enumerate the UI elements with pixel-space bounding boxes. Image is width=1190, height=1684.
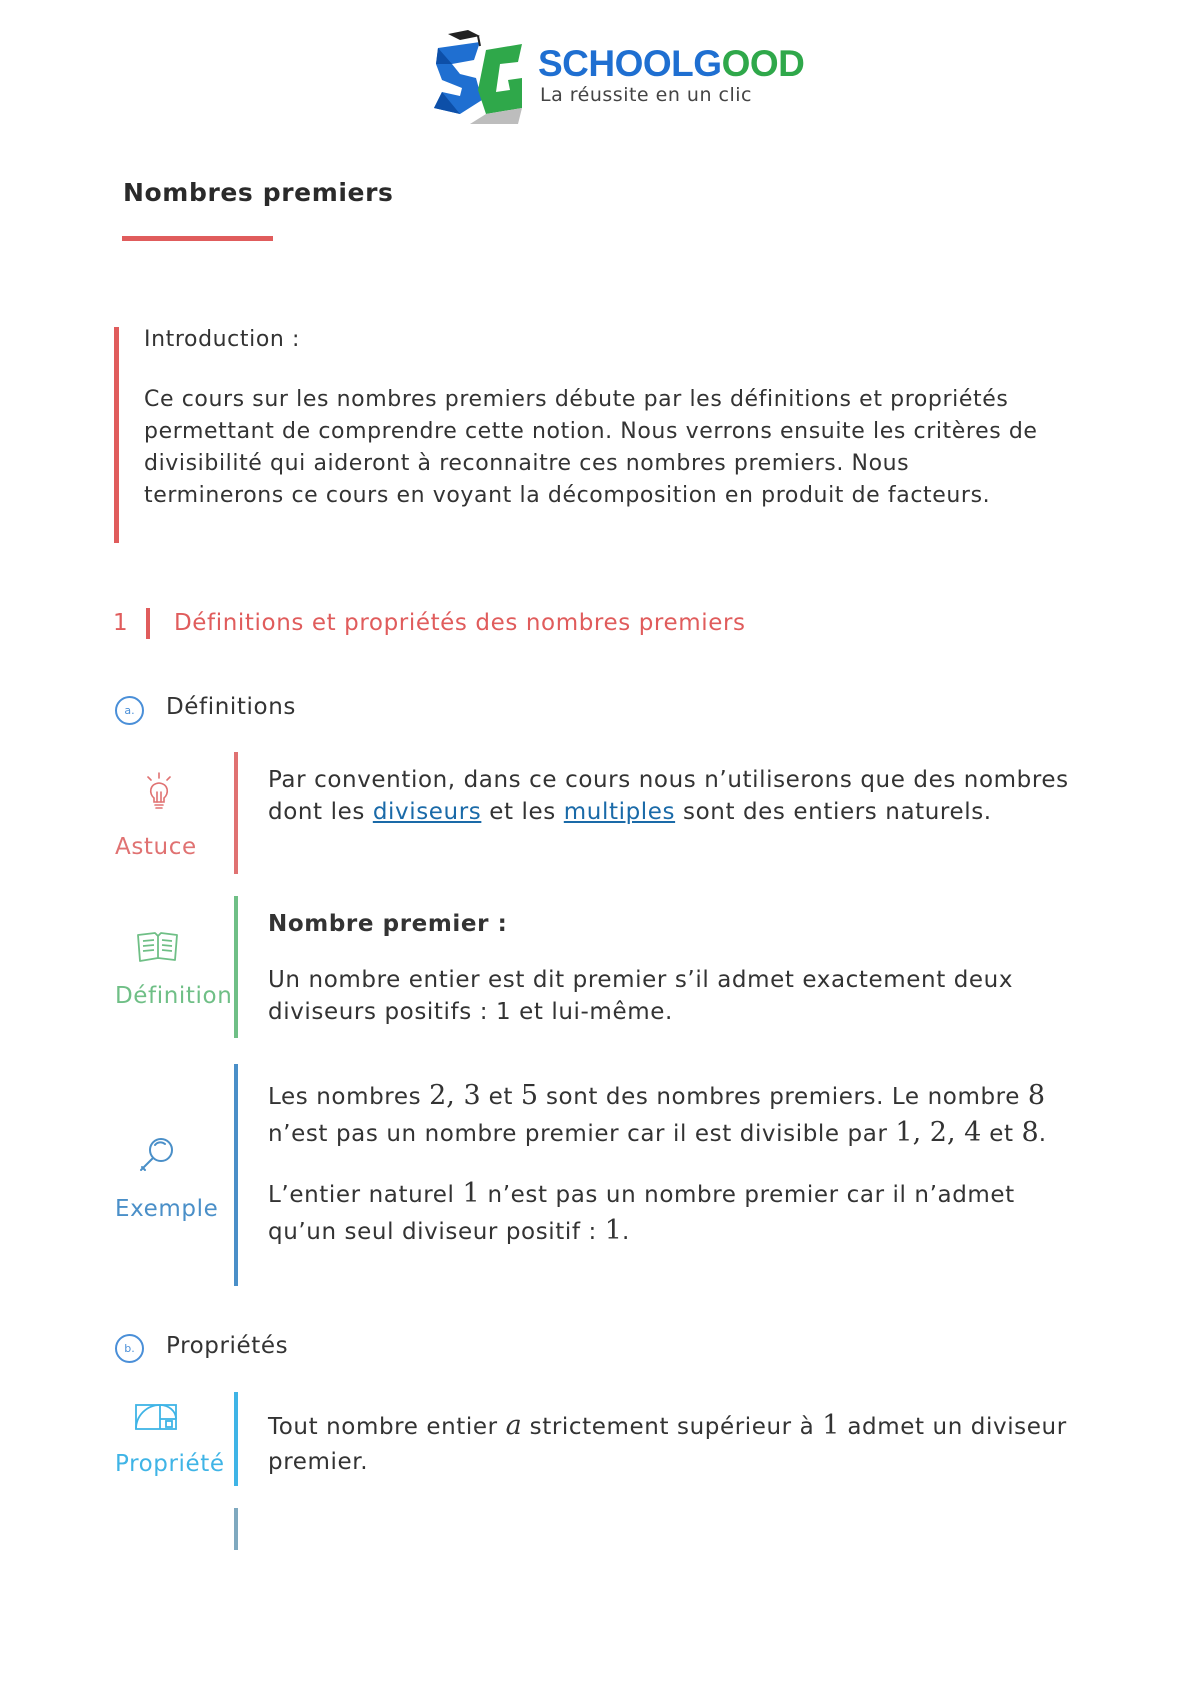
intro-text: Ce cours sur les nombres premiers débute par les définitions et propriétés permettant de comprendre cette notion. Nous verrons ensuite les critères de divisibilité qui aideront à reconnaitre ces nombres premiers. Nous terminerons ce cours en voyant la décomposition en produit de facteurs. xyxy=(144,387,1038,508)
book-icon xyxy=(135,930,180,964)
exemple-text xyxy=(268,1078,1088,1250)
logo-wordmark: SCHOOLGOOD xyxy=(538,43,805,84)
title-underline xyxy=(122,236,273,241)
logo-tagline: La réussite en un clic xyxy=(540,84,752,106)
definition-accent-bar xyxy=(234,896,238,1038)
exemple-paragraph-1: Les nombres 2, 3 et 5 sont des nombres premiers. Le nombre 8 n’est pas un nombre premier car il est divisible par 1, 2, 4 et 8. xyxy=(268,1080,1047,1148)
definition-label: Définition xyxy=(115,983,233,1009)
definition-term: Nombre premier : xyxy=(268,911,508,937)
exemple-label: Exemple xyxy=(115,1196,219,1222)
exemple-paragraph-2: L’entier naturel 1 n’est pas un nombre premier car il n’admet qu’un seul diviseur positif : 1. xyxy=(268,1178,1015,1246)
multiples-link[interactable]: multiples xyxy=(563,799,676,825)
page-title: Nombres premiers xyxy=(123,178,394,207)
definition-body: Un nombre entier est dit premier s’il admet exactement deux diviseurs positifs : 1 et lui-même. xyxy=(268,967,1014,1025)
propriete-label: Propriété xyxy=(115,1451,225,1477)
propriete-text: Tout nombre entier a strictement supérieur à 1 admet un diviseur premier. xyxy=(268,1410,1067,1475)
schoolgood-logo xyxy=(430,30,805,125)
astuce-accent-bar xyxy=(234,752,238,874)
sg-logo-mark-icon xyxy=(430,30,530,125)
subsection-b-title: Propriétés xyxy=(166,1333,289,1359)
next-block-accent-bar xyxy=(234,1508,238,1550)
astuce-label: Astuce xyxy=(115,834,197,860)
exemple-accent-bar xyxy=(234,1064,238,1286)
subsection-a-title: Définitions xyxy=(166,694,296,720)
propriete-accent-bar xyxy=(234,1392,238,1486)
lightbulb-icon xyxy=(145,772,173,812)
subsection-b-marker: b. xyxy=(115,1334,144,1363)
magnifier-icon xyxy=(137,1135,177,1175)
intro-heading: Introduction : xyxy=(144,327,301,352)
section-number: 1 xyxy=(113,610,129,636)
intro-accent-bar xyxy=(114,327,119,543)
golden-rectangle-icon xyxy=(134,1403,178,1431)
subsection-a-marker: a. xyxy=(115,696,144,725)
section-accent-bar xyxy=(146,608,150,639)
section-title: Définitions et propriétés des nombres premiers xyxy=(174,610,746,636)
diviseurs-link[interactable]: diviseurs xyxy=(372,799,482,825)
astuce-text: Par convention, dans ce cours nous n’utiliserons que des nombres dont les diviseurs et les multiples sont des entiers naturels. xyxy=(268,767,1069,825)
definition-text xyxy=(268,908,1088,1028)
